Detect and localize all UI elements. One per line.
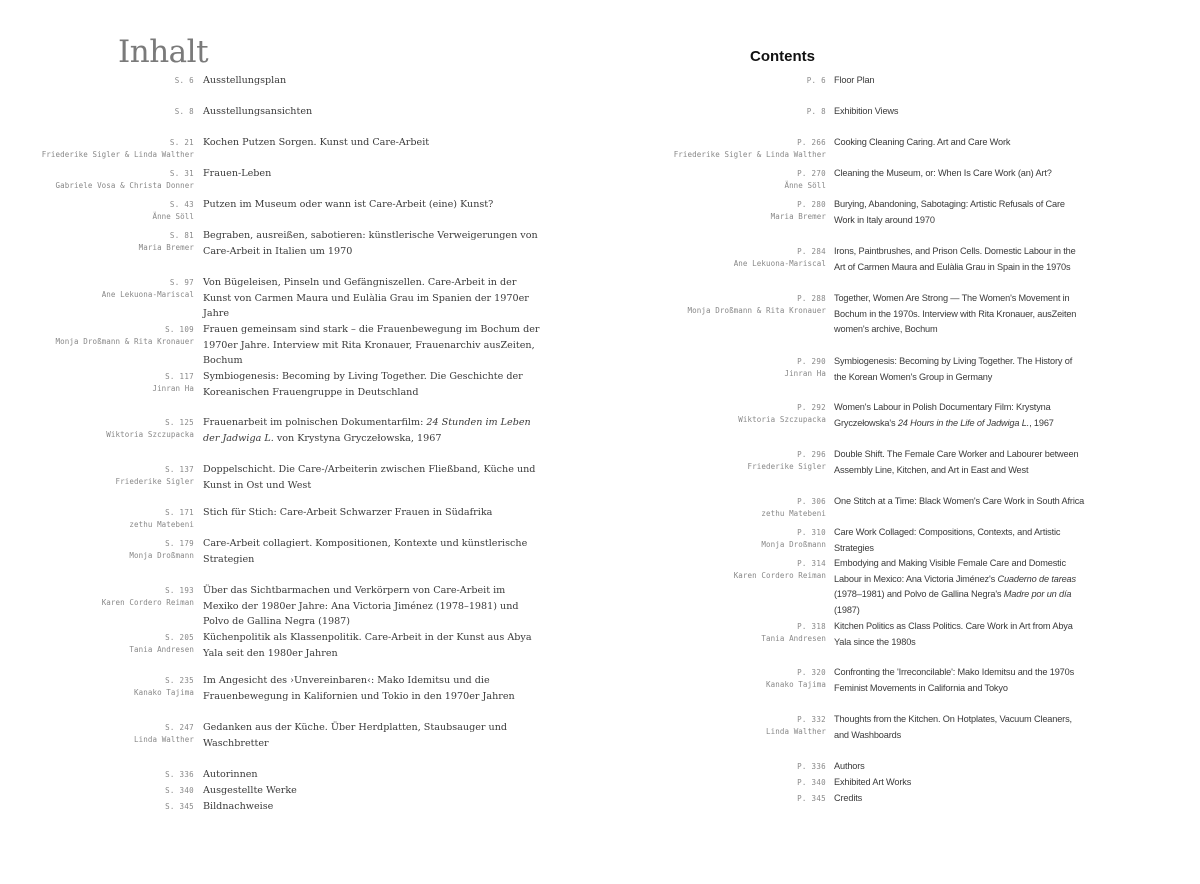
title-part: Embodying and Making Visible Female Care and Domestic Labour in Mexico: Ana Victoria Jiménez's [834,558,1066,584]
entry-title: Cleaning the Museum, or: When Is Care Work (an) Art? [834,168,1052,178]
author-name: Monja Droßmann [129,551,194,560]
entry-meta [600,292,826,316]
author-name: Friederike Sigler & Linda Walther [41,150,194,159]
author-name: Maria Bremer [138,243,194,252]
author-name: Gabriele Vosa & Christa Donner [55,181,194,190]
entry-meta [0,198,194,222]
author-name: Karen Cordero Reiman [101,598,194,607]
entry-meta [600,666,826,690]
entry-title: Autorinnen [203,769,258,780]
entry-title: Putzen im Museum oder wann ist Care-Arbeit (eine) Kunst? [203,199,494,210]
author-name: Kanako Tajima [134,688,194,697]
entry-title: Von Bügeleisen, Pinseln und Gefängniszellen. Care-Arbeit in der Kunst von Carmen Maura und Eulàlia Grau im Spanien der 1970er Jahre [203,277,529,320]
page-number: P. 336 [797,762,826,771]
entry-title: Doppelschicht. Die Care-/Arbeiterin zwischen Fließband, Küche und Kunst in Ost und West [203,464,536,491]
author-name: Änne Söll [152,212,194,221]
entry-title: Küchenpolitik als Klassenpolitik. Care-Arbeit in der Kunst aus Abya Yala seit den 1980er Jahren [203,632,532,659]
entry-title: Ausstellungsansichten [203,106,313,117]
page-number: P. 345 [797,794,826,803]
entry-title: Im Angesicht des ›Unvereinbaren‹: Mako Idemitsu und die Frauenbewegung in Kalifornien und Tokio in den 1970er Jahren [203,675,515,702]
author-name: Ane Lekuona-Mariscal [101,290,194,299]
author-name: Karen Cordero Reiman [733,571,826,580]
entry-title: Exhibition Views [834,106,899,116]
entry-meta [600,557,826,581]
author-name: Friederike Sigler [747,462,826,471]
page-number: S. 193 [165,586,194,595]
entry-title: Credits [834,793,863,803]
page-number: S. 21 [169,138,194,147]
entry-meta [600,713,826,737]
page-number: P. 284 [797,247,826,256]
page-number: P. 266 [797,138,826,147]
page-number: P. 340 [797,778,826,787]
entry-title: Begraben, ausreißen, sabotieren: künstlerische Verweigerungen von Care-Arbeit in Italien um 1970 [203,230,538,257]
entry-title: Kitchen Politics as Class Politics. Care Work in Art from Abya Yala since the 1980s [834,621,1073,647]
page-number: P. 288 [797,294,826,303]
entry-meta [0,370,194,394]
entry-meta [0,136,194,160]
author-name: Friederike Sigler [115,477,194,486]
title-italic-part: Cuaderno de tareas [997,573,1076,584]
entry-title: Ausstellungsplan [203,75,287,86]
page-number: P. 306 [797,497,826,506]
page-number: S. 179 [165,539,194,548]
author-name: Ane Lekuona-Mariscal [733,259,826,268]
entry-title: Authors [834,761,865,771]
page-number: S. 137 [165,465,194,474]
entry-meta [600,105,826,118]
title-part: , 1967 [1029,417,1054,428]
entry-meta [0,674,194,698]
entry-title: Care Work Collaged: Compositions, Contexts, and Artistic Strategies [834,527,1061,553]
entry-meta [0,167,194,191]
page-number: S. 117 [165,372,194,381]
entry-title: Bildnachweise [203,801,274,812]
author-name: Monja Droßmann & Rita Kronauer [687,306,826,315]
entry-title: Symbiogenesis: Becoming by Living Together. Die Geschichte der Koreanischen Frauengruppe in Deutschland [203,371,523,398]
entry-title: Floor Plan [834,75,875,85]
title-part: Women's Labour in Polish Documentary Film: Krystyna Gryczełowska's [834,402,1051,428]
entry-meta [600,448,826,472]
author-name: Jinran Ha [784,369,826,378]
page-title: Inhalt [118,34,209,70]
entry-meta [600,776,826,789]
entry-meta [600,74,826,87]
page-number: S. 6 [174,76,194,85]
author-name: Monja Droßmann [761,540,826,549]
entry-title: Cooking Cleaning Caring. Art and Care Work [834,137,1011,147]
entry-meta [0,229,194,253]
author-name: Friederike Sigler & Linda Walther [673,150,826,159]
page-number: P. 320 [797,668,826,677]
page-number: P. 292 [797,403,826,412]
entry-meta [0,463,194,487]
entry-title: Frauen-Leben [203,168,272,179]
author-name: Tania Andresen [129,645,194,654]
entry-title: Care-Arbeit collagiert. Kompositionen, Kontexte und künstlerische Strategien [203,538,528,565]
entry-title: Gedanken aus der Küche. Über Herdplatten, Staubsauger und Waschbretter [203,722,508,749]
entry-meta [0,537,194,561]
author-name: Wiktoria Szczupacka [106,430,194,439]
page-number: S. 125 [165,418,194,427]
page-number: S. 171 [165,508,194,517]
entry-meta [600,760,826,773]
author-name: Linda Walther [766,727,826,736]
page-number: S. 336 [165,770,194,779]
entry-meta [0,768,194,781]
entry-meta [0,631,194,655]
title-italic-part: Madre por un día [1003,589,1072,600]
title-part: (1987) [834,604,860,615]
author-name: Maria Bremer [770,212,826,221]
entry-title [203,415,543,446]
page-number: P. 280 [797,200,826,209]
entry-meta [0,784,194,797]
entry-title: Ausgestellte Werke [203,785,297,796]
author-name: Jinran Ha [152,384,194,393]
entry-title [834,556,1086,618]
page-number: P. 270 [797,169,826,178]
title-italic-part: 24 Hours in the Life of Jadwiga L. [897,417,1030,428]
page-number: S. 81 [169,231,194,240]
entry-meta [600,620,826,644]
author-name: Tania Andresen [761,634,826,643]
page-number: P. 6 [806,76,826,85]
entry-meta [600,355,826,379]
entry-title: Together, Women Are Strong — The Women's Movement in Bochum in the 1970s. Interview with Rita Kronauer, ausZeiten women's archive, Bochum [834,293,1077,335]
title-italic-part: 24 Stunden im Leben der Jadwiga L. [203,417,531,444]
entry-title [834,400,1086,431]
page-number: S. 8 [174,107,194,116]
page-number: P. 310 [797,528,826,537]
entry-meta [600,167,826,191]
title-part: Frauenarbeit im polnischen Dokumentarfilm: [203,417,427,428]
page-number: P. 332 [797,715,826,724]
page-number: S. 247 [165,723,194,732]
entry-meta [0,584,194,608]
author-name: Monja Droßmann & Rita Kronauer [55,337,194,346]
page-number: S. 43 [169,200,194,209]
entry-meta [0,276,194,300]
entry-meta [600,401,826,425]
entry-meta [600,136,826,160]
page-number: P. 318 [797,622,826,631]
entry-meta [0,721,194,745]
entry-meta [600,526,826,550]
page-number: S. 97 [169,278,194,287]
entry-title: Confronting the 'Irreconcilable': Mako Idemitsu and the 1970s Feminist Movements in California and Tokyo [834,667,1075,693]
title-part: (1978–1981) and Polvo de Gallina Negra's [834,589,1004,600]
page-number: P. 296 [797,450,826,459]
page-number: S. 205 [165,633,194,642]
page-number: P. 314 [797,559,826,568]
entry-meta [0,416,194,440]
page-number: S. 109 [165,325,194,334]
entry-title: Kochen Putzen Sorgen. Kunst und Care-Arbeit [203,137,430,148]
entry-title: Über das Sichtbarmachen und Verkörpern von Care-Arbeit im Mexiko der 1980er Jahre: Ana Victoria Jiménez (1978–1981) und Polvo de Gallina Negra (1987) [203,585,519,628]
entry-title: Double Shift. The Female Care Worker and Labourer between Assembly Line, Kitchen, and Art in East and West [834,449,1079,475]
entry-meta [600,792,826,805]
author-name: Linda Walther [134,735,194,744]
author-name: Kanako Tajima [766,680,826,689]
entry-title: Frauen gemeinsam sind stark – die Frauenbewegung im Bochum der 1970er Jahre. Interview mit Rita Kronauer, Frauenarchiv ausZeiten, Bochum [203,324,540,367]
entry-title: Burying, Abandoning, Sabotaging: Artistic Refusals of Care Work in Italy around 1970 [834,199,1065,225]
page-title: Contents [750,48,815,65]
entry-meta [0,74,194,87]
page-number: P. 290 [797,357,826,366]
page-number: P. 8 [806,107,826,116]
entry-meta [0,800,194,813]
entry-title: Irons, Paintbrushes, and Prison Cells. Domestic Labour in the Art of Carmen Maura and Eulàlia Grau in Spain in the 1970s [834,246,1076,272]
page-number: S. 345 [165,802,194,811]
entry-title: Thoughts from the Kitchen. On Hotplates, Vacuum Cleaners, and Washboards [834,714,1072,740]
entry-meta [600,198,826,222]
page-number: S. 235 [165,676,194,685]
title-part: von Krystyna Gryczełowska, 1967 [273,432,442,444]
entry-meta [0,105,194,118]
author-name: zethu Matebeni [129,520,194,529]
entry-meta [0,506,194,530]
entry-title: Symbiogenesis: Becoming by Living Together. The History of the Korean Women's Group in Germany [834,356,1073,382]
page-number: S. 340 [165,786,194,795]
entry-title: Stich für Stich: Care-Arbeit Schwarzer Frauen in Südafrika [203,507,493,518]
author-name: Wiktoria Szczupacka [738,415,826,424]
entry-meta [600,495,826,519]
entry-title: Exhibited Art Works [834,777,912,787]
entry-meta [600,245,826,269]
author-name: Änne Söll [784,181,826,190]
page-number: S. 31 [169,169,194,178]
author-name: zethu Matebeni [761,509,826,518]
entry-meta [0,323,194,347]
entry-title: One Stitch at a Time: Black Women's Care Work in South Africa [834,496,1085,506]
